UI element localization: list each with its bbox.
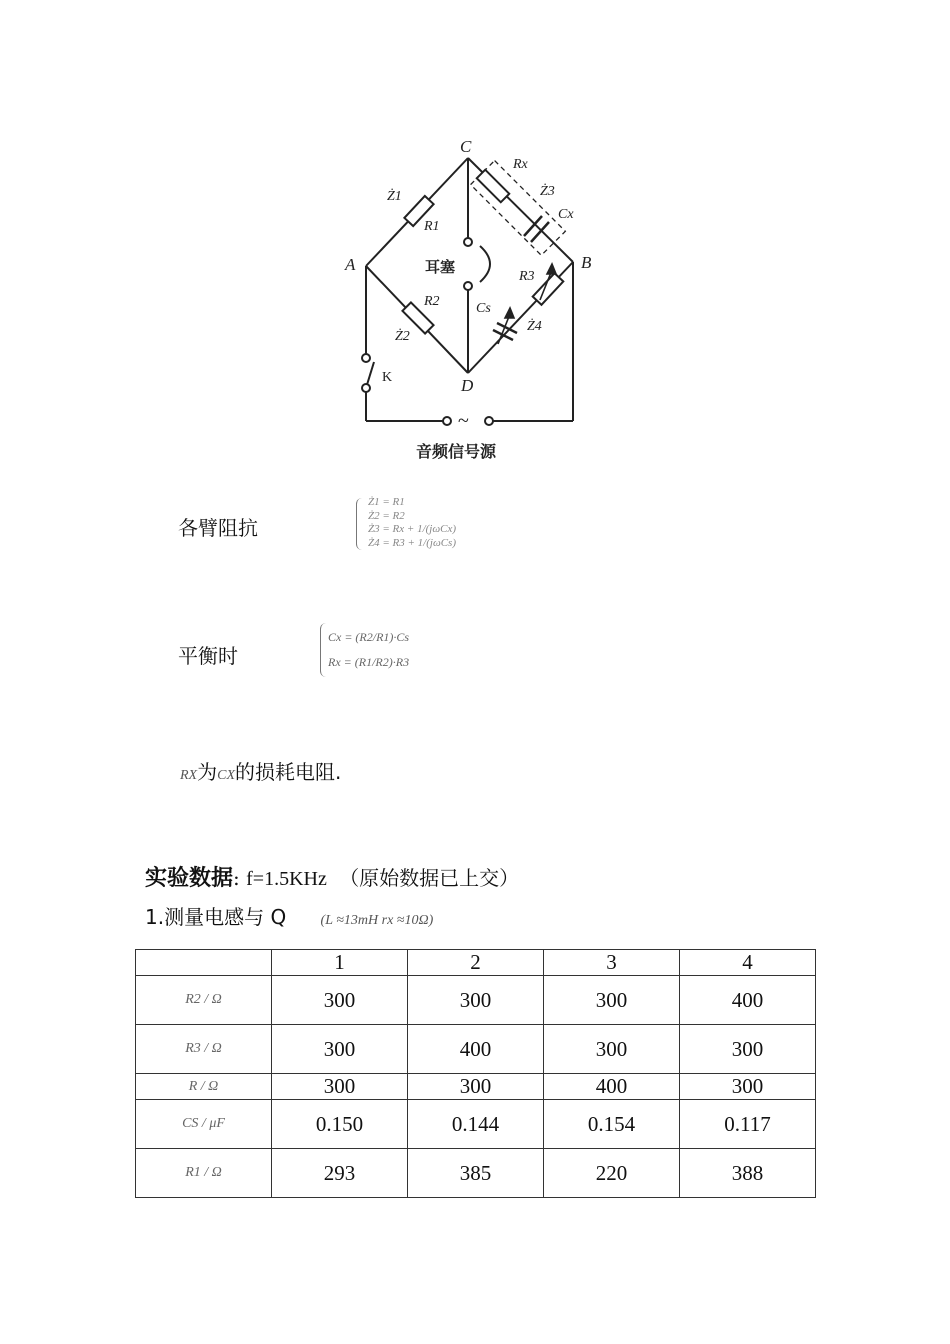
data-table	[135, 949, 816, 1198]
node-c-label: C	[460, 137, 472, 156]
experiment-subheading: 1.测量电感与 Q	[145, 905, 287, 929]
label-cx: Cx	[558, 207, 574, 222]
experiment-conditions: (L ≈13mH rx ≈10Ω)	[320, 913, 434, 928]
note-tail: 的损耗电阻.	[235, 760, 342, 784]
table-cell: 300	[272, 976, 408, 1025]
label-cs: Cs	[476, 301, 491, 316]
table-header-cell	[136, 950, 272, 976]
table-cell: 300	[680, 1025, 816, 1074]
table-row-label: R / Ω	[136, 1074, 272, 1100]
terminal-source-left	[443, 417, 451, 425]
table-cell: 220	[544, 1149, 680, 1198]
balance-eq1: Cx = (R2/R1)·Cs	[328, 630, 410, 644]
experiment-heading-line	[145, 861, 519, 892]
note-symbol-cx: CX	[217, 768, 235, 783]
balance-equations	[328, 625, 409, 675]
label-z3: Ż3	[540, 184, 555, 199]
label-r1: R1	[424, 219, 440, 234]
impedance-eq3: Ż3 = Rx + 1/(jωCx)	[368, 523, 456, 535]
table-cell: 0.150	[272, 1100, 408, 1149]
label-r2: R2	[424, 294, 440, 309]
table-cell: 300	[272, 1025, 408, 1074]
impedance-eq2: Ż2 = R2	[368, 509, 405, 522]
table-row	[136, 1074, 816, 1100]
experiment-heading: 实验数据	[145, 866, 234, 891]
table-row-label: R3 / Ω	[136, 1025, 272, 1074]
table-row	[136, 1149, 816, 1198]
label-z2: Ż2	[395, 329, 410, 344]
table-row	[136, 1025, 816, 1074]
table-cell: 300	[544, 976, 680, 1025]
table-cell: 0.154	[544, 1100, 680, 1149]
balance-brace	[320, 623, 327, 677]
balance-label: 平衡时	[178, 644, 238, 668]
label-tilde: ~	[458, 410, 469, 432]
terminal-source-right	[485, 417, 493, 425]
note-mid: 为	[197, 760, 218, 784]
table-header-cell: 2	[408, 950, 544, 976]
table-row-label: CS / μF	[136, 1100, 272, 1149]
table-row-label: R2 / Ω	[136, 976, 272, 1025]
table-header-cell: 1	[272, 950, 408, 976]
table-cell: 300	[272, 1074, 408, 1100]
label-rx: Rx	[513, 157, 528, 172]
experiment-frequency: f=1.5KHz	[246, 868, 327, 890]
impedance-eq1: Ż1 = R1	[368, 496, 405, 508]
label-earphone: 耳塞	[425, 258, 456, 276]
experiment-colon: :	[233, 866, 240, 890]
label-r3: R3	[519, 269, 535, 284]
label-z4: Ż4	[527, 319, 542, 334]
earphone-symbol	[480, 246, 490, 282]
table-header-cell: 4	[680, 950, 816, 976]
table-cell: 300	[544, 1025, 680, 1074]
table-cell: 400	[680, 976, 816, 1025]
node-b-label: B	[581, 253, 592, 272]
table-cell: 300	[680, 1074, 816, 1100]
table-cell: 400	[544, 1074, 680, 1100]
table-cell: 293	[272, 1149, 408, 1198]
table-header-row	[136, 950, 816, 976]
bridge-circuit-diagram	[330, 130, 620, 470]
note-symbol-rx: RX	[180, 768, 198, 783]
table-cell: 0.117	[680, 1100, 816, 1149]
terminal-k-top	[362, 354, 370, 362]
table-row-label: R1 / Ω	[136, 1149, 272, 1198]
table-row	[136, 976, 816, 1025]
label-z1: Ż1	[387, 189, 402, 204]
experiment-remark: （原始数据已上交）	[339, 866, 520, 890]
table-cell: 300	[408, 976, 544, 1025]
impedance-label: 各臂阻抗	[178, 516, 258, 540]
table-cell: 300	[408, 1074, 544, 1100]
impedance-eq4: Ż4 = R3 + 1/(jωCs)	[368, 536, 457, 549]
table-cell: 385	[408, 1149, 544, 1198]
label-k: K	[382, 370, 393, 385]
node-d-label: D	[461, 376, 474, 395]
table-row	[136, 1100, 816, 1149]
impedance-brace	[356, 498, 363, 550]
terminal-earphone-top	[464, 238, 472, 246]
table-cell: 0.144	[408, 1100, 544, 1149]
table-cell: 400	[408, 1025, 544, 1074]
balance-eq2: Rx = (R1/R2)·R3	[328, 655, 410, 669]
impedance-equations	[368, 496, 456, 550]
node-a-label: A	[345, 255, 356, 274]
note-line	[180, 756, 341, 785]
label-audio-source: 音频信号源	[416, 442, 497, 461]
terminal-k-bottom	[362, 384, 370, 392]
resistor-rx	[477, 170, 510, 203]
experiment-subheading-line	[145, 901, 433, 930]
table-header-cell: 3	[544, 950, 680, 976]
terminal-earphone-bottom	[464, 282, 472, 290]
table-cell: 388	[680, 1149, 816, 1198]
